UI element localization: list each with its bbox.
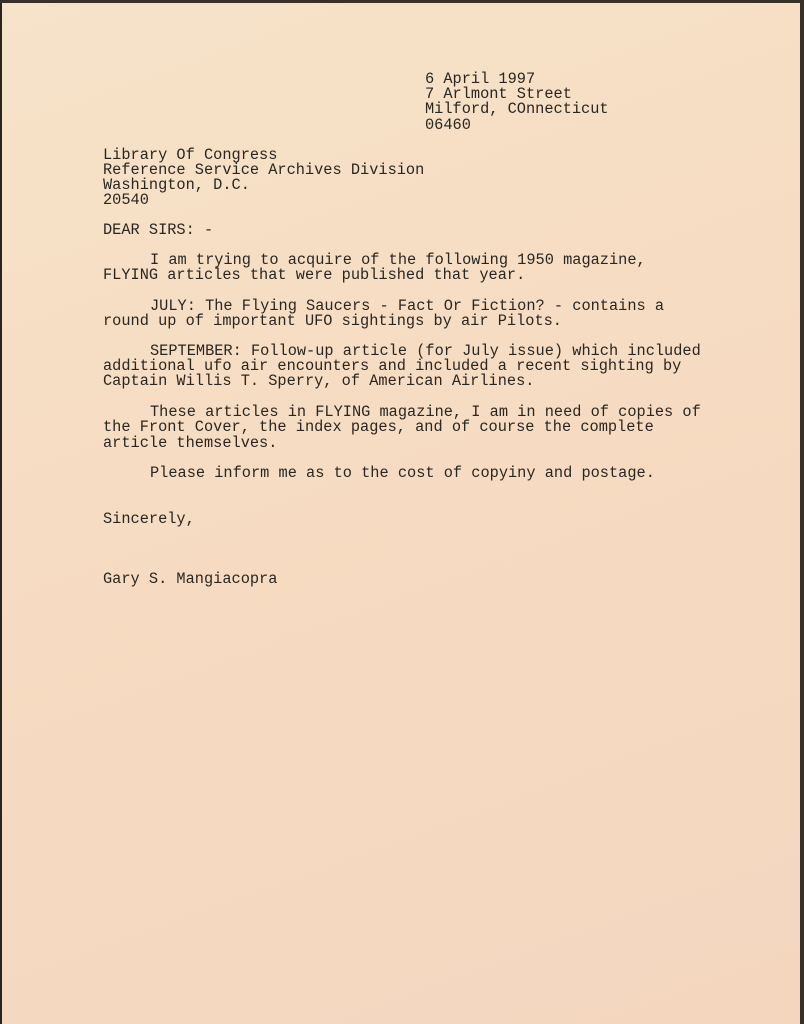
recipient-zip: 20540 xyxy=(103,191,149,209)
paragraph-line: Captain Willis T. Sperry, of American Airlines. xyxy=(103,372,535,390)
recipient-name: Library Of Congress xyxy=(103,146,278,164)
paragraph-line: SEPTEMBER: Follow-up article (for July issue) which included xyxy=(150,342,701,360)
paragraph-line: I am trying to acquire of the following 1950 magazine, xyxy=(150,251,646,269)
paragraph-line: the Front Cover, the index pages, and of course the complete xyxy=(103,418,654,436)
salutation: DEAR SIRS: - xyxy=(103,221,214,239)
paragraph-line: article themselves. xyxy=(103,434,278,452)
letter-date: 6 April 1997 xyxy=(425,70,536,88)
paragraph-line: FLYING articles that were published that year. xyxy=(103,266,526,284)
scan-edge-right xyxy=(800,0,804,1024)
paragraph-line: additional ufo air encounters and included a recent sighting by xyxy=(103,357,682,375)
recipient-division: Reference Service Archives Division xyxy=(103,161,425,179)
paragraph-line: JULY: The Flying Saucers - Fact Or Fiction? - contains a xyxy=(150,297,665,315)
sender-zip: 06460 xyxy=(425,116,471,134)
paragraph-line: Please inform me as to the cost of copyiny and postage. xyxy=(150,464,655,482)
sender-street: 7 Arlmont Street xyxy=(425,85,572,103)
closing: Sincerely, xyxy=(103,510,195,528)
recipient-city: Washington, D.C. xyxy=(103,176,250,194)
paragraph-line: round up of important UFO sightings by air Pilots. xyxy=(103,312,562,330)
signature-name: Gary S. Mangiacopra xyxy=(103,570,278,588)
paragraph-line: These articles in FLYING magazine, I am in need of copies of xyxy=(150,403,701,421)
sender-city: Milford, COnnecticut xyxy=(425,100,609,118)
